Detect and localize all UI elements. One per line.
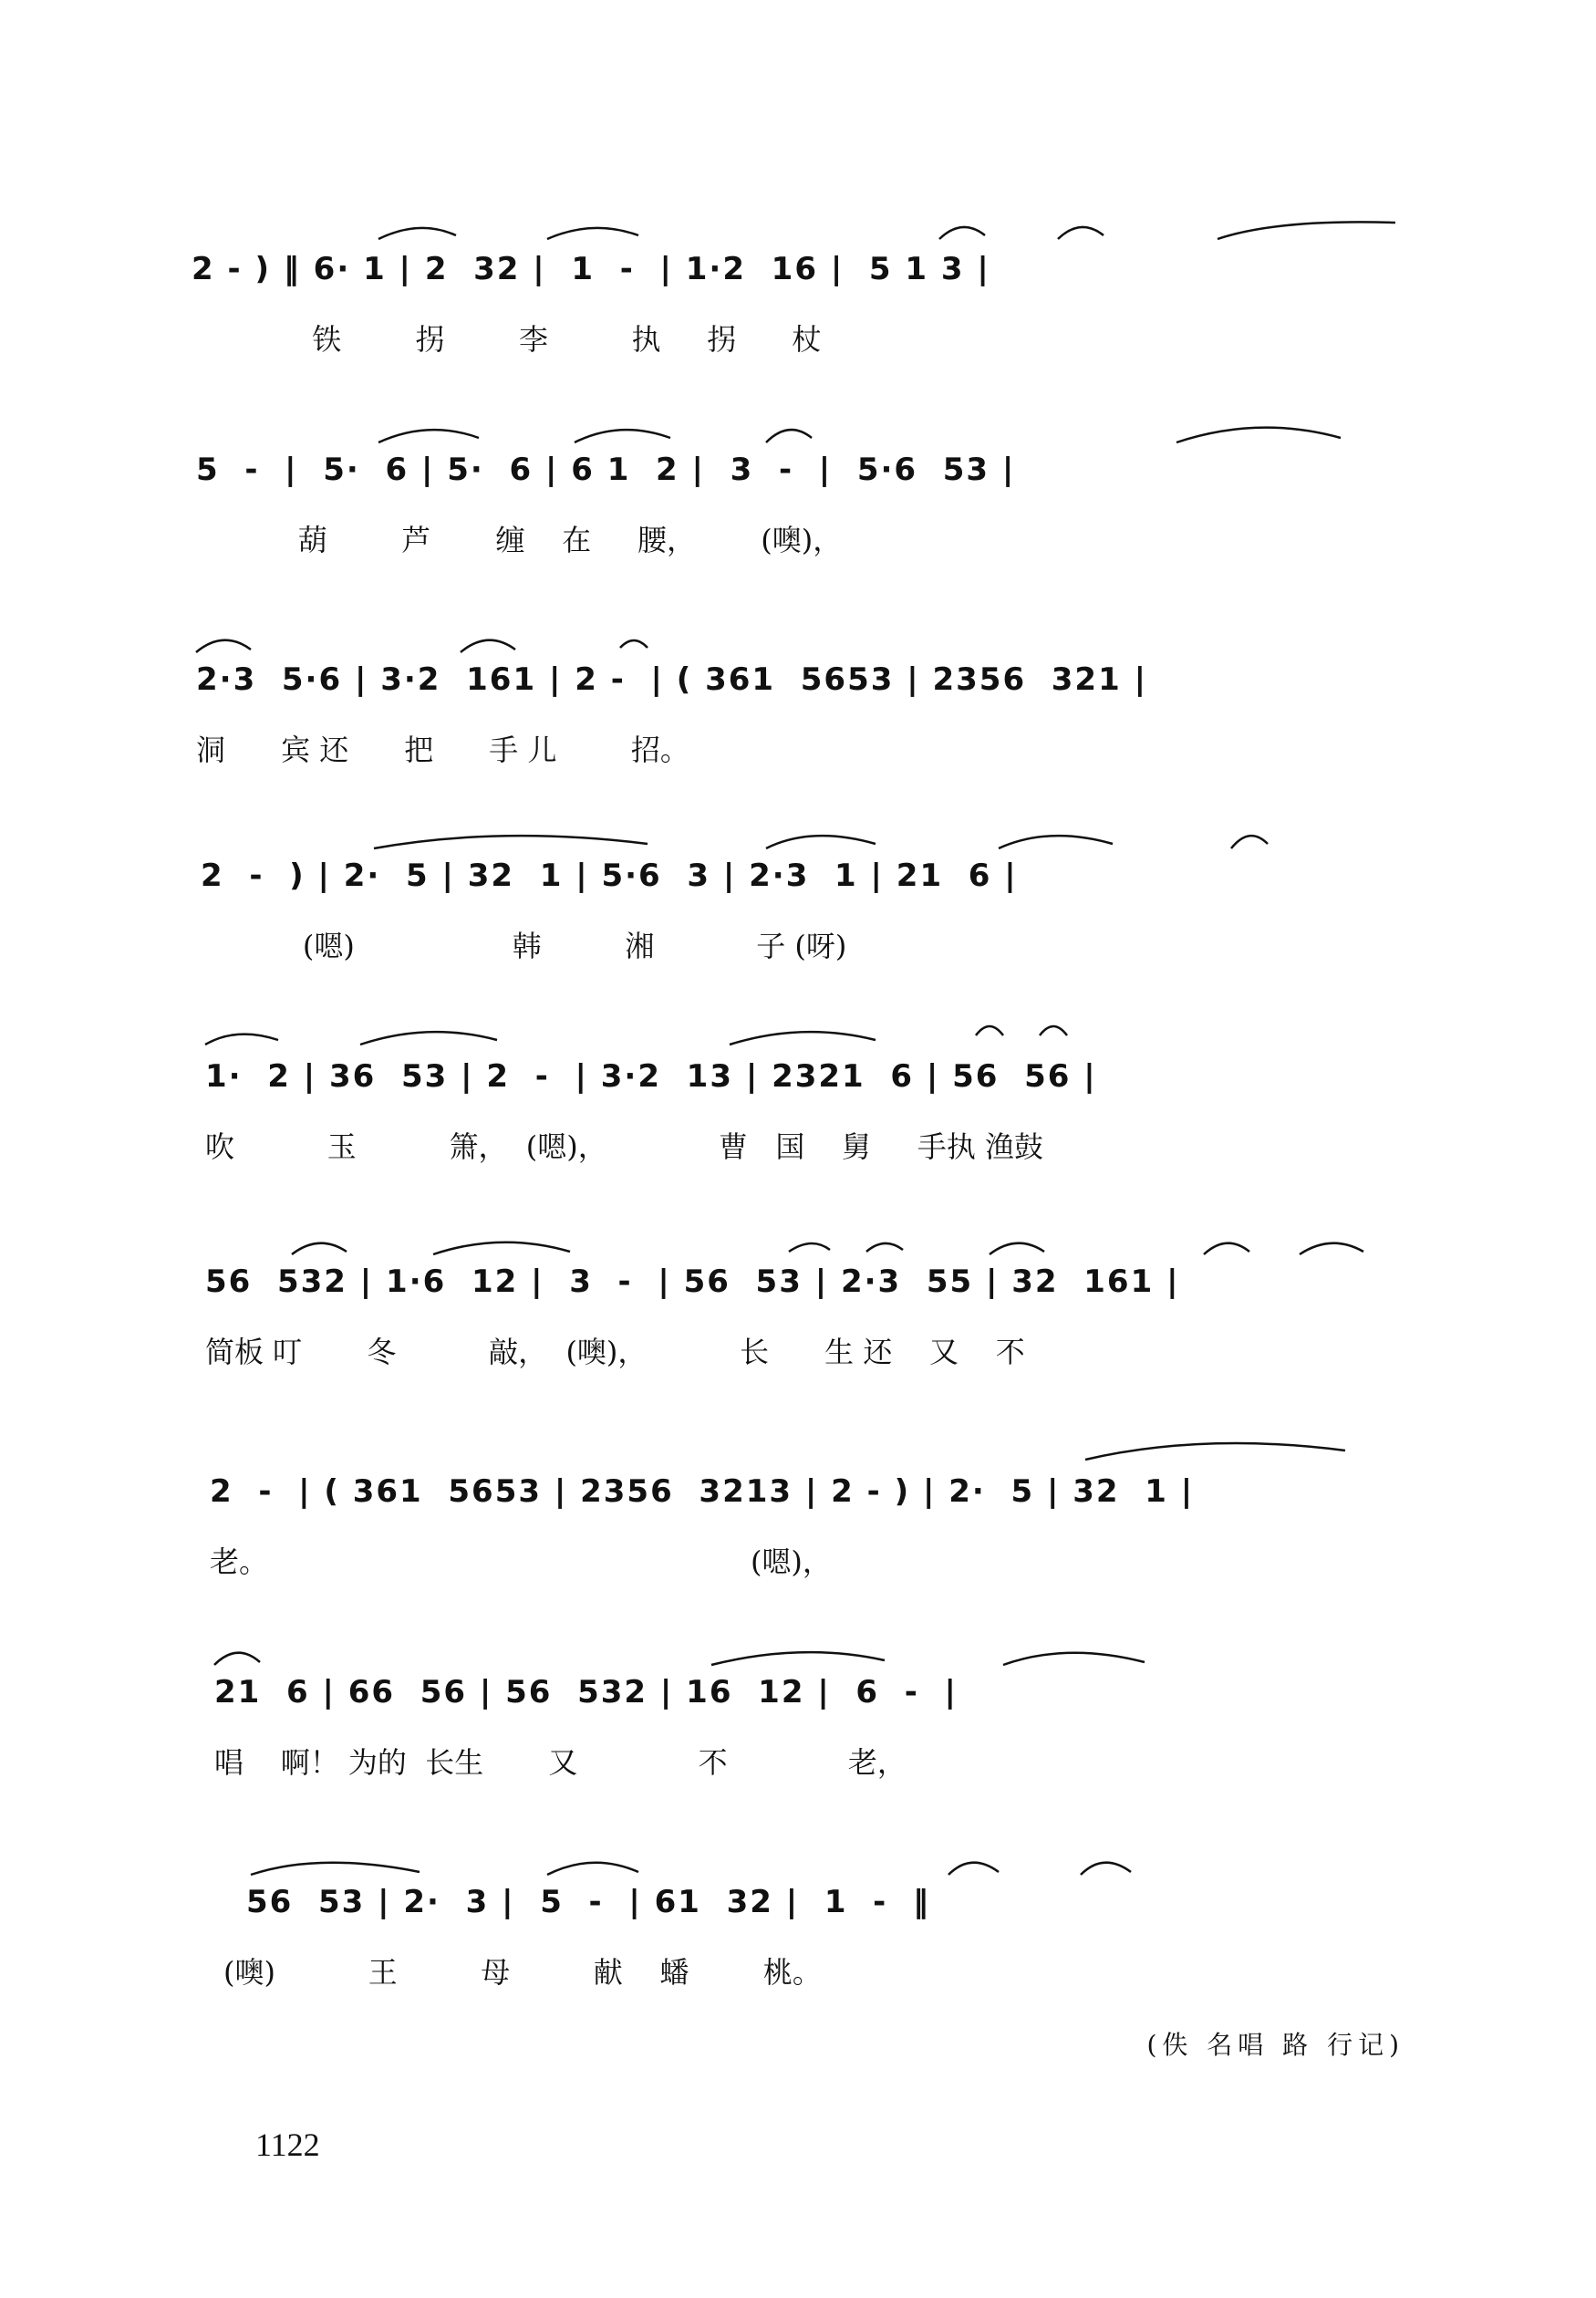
lyric-line: 铁 拐 李 执 拐 杖 <box>192 322 822 357</box>
lyric-line: 吹 玉 箫， (嗯)， 曹 国 舅 手执 渔鼓 <box>205 1129 1044 1164</box>
lyric-line: (噢) 王 母 献 蟠 桃。 <box>223 1955 822 1990</box>
notation-line: 56 53 | 2· 3 | 5 - | 61 32 | 1 - ‖ <box>246 1884 930 1920</box>
notation-line: 5 - | 5· 6 | 5· 6 | 6 1 2 | 3 - | 5·6 53 | <box>196 452 1016 488</box>
attribution-note: (佚 名唱 路 行记) <box>1146 2030 1404 2060</box>
lyric-line: (嗯) 韩 湘 子 (呀) <box>201 929 847 963</box>
lyric-line: 老。 (嗯)， <box>210 1544 832 1579</box>
notation-line: 2 - | ( 361 5653 | 2356 3213 | 2 - ) | 2· 5 | 32 1 | <box>210 1473 1195 1510</box>
lyric-line: 洞 宾 还 把 手 儿 招。 <box>196 733 689 767</box>
notation-line: 2 - ) | 2· 5 | 32 1 | 5·6 3 | 2·3 1 | 21 6 | <box>201 858 1018 894</box>
notation-line: 2 - ) ‖ 6· 1 | 2 32 | 1 - | 1·2 16 | 5 1 3 | <box>192 251 990 287</box>
notation-line: 2·3 5·6 | 3·2 161 | 2 - | ( 361 5653 | 2356 321 | <box>196 661 1147 698</box>
lyric-line: 唱 啊！ 为的 长生 又 不 老， <box>214 1745 907 1780</box>
notation-line: 56 532 | 1·6 12 | 3 - | 56 53 | 2·3 55 | 32 161 | <box>205 1263 1180 1300</box>
page-number: 1122 <box>255 2126 320 2163</box>
lyric-line: 葫 芦 缠 在 腰， (噢)， <box>196 523 843 557</box>
notation-line: 1· 2 | 36 53 | 2 - | 3·2 13 | 2321 6 | 56 56 | <box>205 1058 1097 1095</box>
lyric-line: 简板 叮 冬 敲， (噢)， 长 生 还 又 不 <box>205 1335 1025 1369</box>
notation-line: 21 6 | 66 56 | 56 532 | 16 12 | 6 - | <box>214 1674 958 1711</box>
